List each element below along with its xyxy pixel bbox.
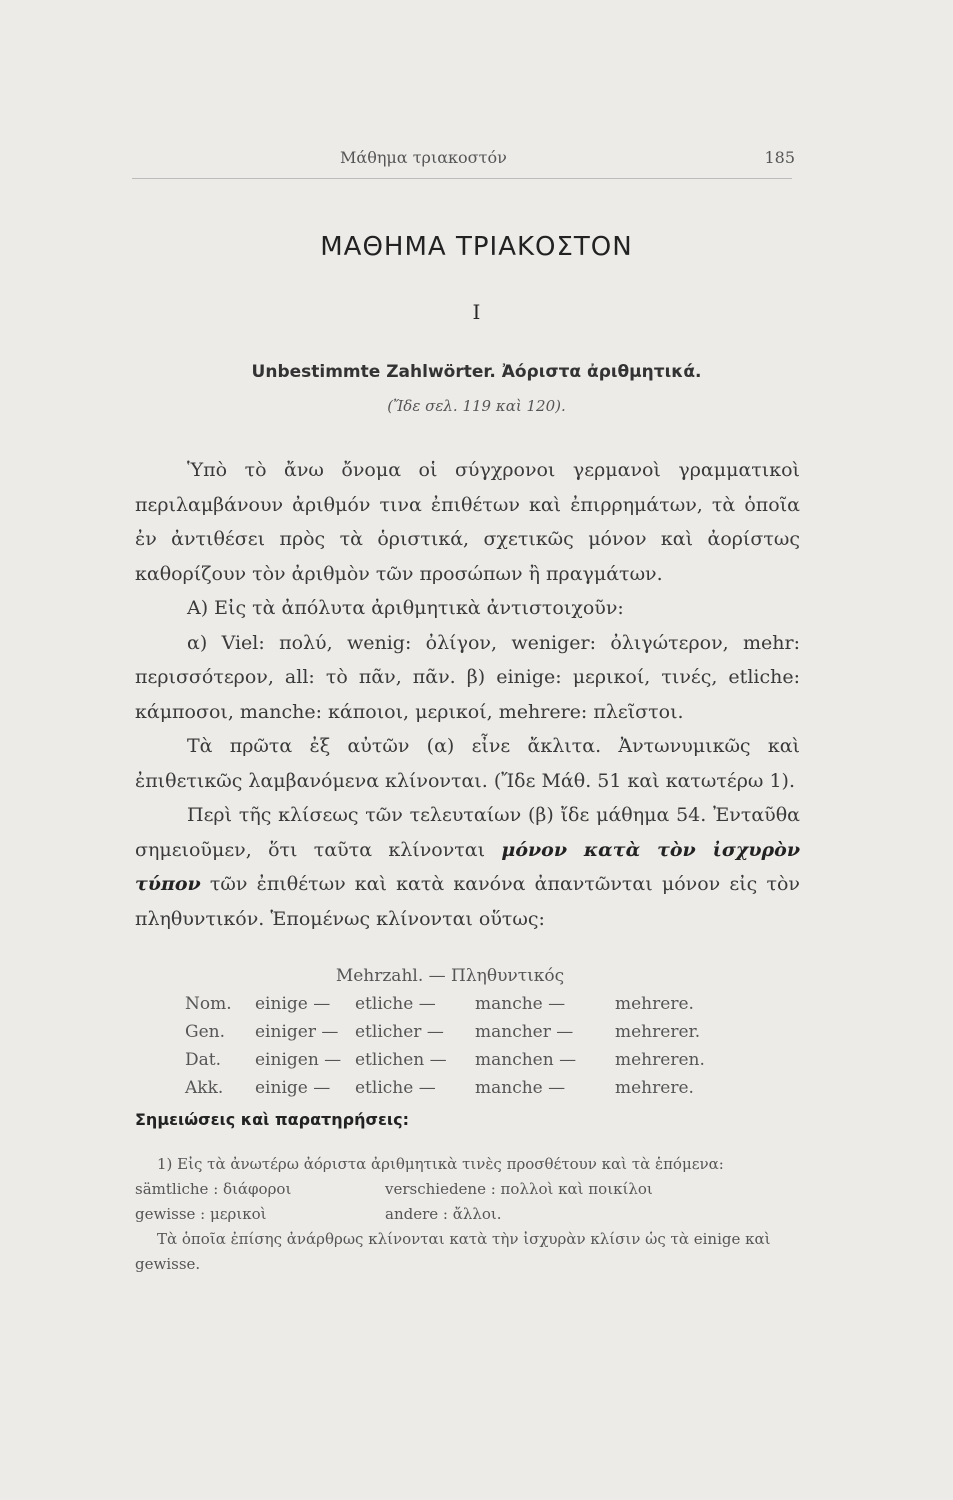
paragraph-absolute: Α) Εἰς τὰ ἀπόλυτα ἀριθμητικὰ ἀντιστοιχοῦν: [187, 597, 624, 619]
case-label: Nom. [185, 994, 232, 1014]
note-1: 1) Εἰς τὰ ἀνωτέρω ἀόριστα ἀριθμητικὰ τινὲς προσθέτουν καὶ τὰ ἑπόμενα: [157, 1155, 724, 1173]
section-number: I [472, 300, 481, 324]
form-mehrere: mehrere. [615, 994, 694, 1014]
word-pair-right: verschiedene : πολλοὶ καὶ ποικίλοι [385, 1180, 653, 1198]
form-manche: mancher — [475, 1022, 574, 1042]
body-text [135, 453, 800, 936]
section-subtitle: Unbestimmte Zahlwörter. Ἀόριστα ἀριθμητικά. [251, 362, 702, 382]
page-number: 185 [764, 148, 795, 167]
form-einige: einigen — [255, 1050, 342, 1070]
form-manche: manchen — [475, 1050, 577, 1070]
table-row [185, 1046, 745, 1074]
case-label: Akk. [185, 1078, 224, 1098]
form-etliche: etliche — [355, 994, 436, 1014]
form-manche: manche — [475, 994, 566, 1014]
form-mehrere: mehreren. [615, 1050, 705, 1070]
notes-heading: Σημειώσεις καὶ παρατηρήσεις: [135, 1110, 409, 1129]
form-etliche: etlicher — [355, 1022, 444, 1042]
page-reference: (Ἴδε σελ. 119 καὶ 120). [387, 397, 566, 415]
paragraph-intro: Ὑπὸ τὸ ἄνω ὄνομα οἱ σύγχρονοι γερμανοὶ γραμματικοὶ περιλαμβάνουν ἀριθμόν τινα ἐπιθέτων καὶ ἐπιρρημάτων, τὰ ὁποῖα ἐν ἀντιθέσει πρὸς τὰ ὁριστικά, σχετικῶς μόνον καὶ ἀορίστως καθορίζουν τὸν ἀριθμὸν τῶν προσώπων ἢ πραγμάτων. [135, 459, 800, 585]
table-row [185, 1018, 745, 1046]
notes-section [135, 1152, 800, 1277]
form-einige: einige — [255, 1078, 331, 1098]
running-head-title: Μάθημα τριακοστόν [340, 148, 507, 167]
strong-form-text-b: τῶν ἐπιθέτων καὶ κατὰ κανόνα ἀπαντῶνται μόνον εἰς τὸν πληθυντικόν. Ἑπομένως κλίνονται οὕτως: [135, 873, 800, 930]
word-pair-left: gewisse : μερικοὶ [135, 1205, 267, 1223]
paragraph-strong-form [135, 798, 800, 936]
form-etliche: etlichen — [355, 1050, 447, 1070]
table-row [185, 990, 745, 1018]
declension-header: Mehrzahl. — Πληθυντικός [335, 966, 565, 986]
form-etliche: etliche — [355, 1078, 436, 1098]
strong-form-emphasis: μόνον κατὰ τὸν ἰσχυρὸν τύπον [135, 838, 801, 895]
word-pair-left: sämtliche : διάφοροι [135, 1180, 292, 1198]
case-label: Dat. [185, 1050, 222, 1070]
form-mehrere: mehrerer. [615, 1022, 701, 1042]
additional-words [135, 1177, 800, 1227]
list-item [135, 1177, 800, 1202]
case-label: Gen. [185, 1022, 225, 1042]
form-einige: einige — [255, 994, 331, 1014]
paragraph-word-list: α) Viel: πολύ, wenig: ὀλίγον, weniger: ὀλιγώτερον, mehr: περισσότερον, all: τὸ πᾶν, πᾶν. β) einige: μερικοί, τινές, etliche: κάμποσοι, manche: κάποιοι, μερικοί, mehrere: πλεῖστοι. [135, 631, 800, 723]
declension-table [185, 962, 745, 1102]
list-item [135, 1202, 800, 1227]
form-einige: einiger — [255, 1022, 339, 1042]
lesson-title: ΜΑΘΗΜΑ ΤΡΙΑΚΟΣΤΟΝ [320, 232, 633, 262]
word-pair-right: andere : ἄλλοι. [385, 1205, 502, 1223]
form-manche: manche — [475, 1078, 566, 1098]
form-mehrere: mehrere. [615, 1078, 694, 1098]
strong-form-text-a: Περὶ τῆς κλίσεως τῶν τελευταίων (β) ἴδε μάθημα 54. Ἐνταῦθα σημειοῦμεν, ὅτι ταῦτα κλίνονται [135, 804, 800, 861]
paragraph-declension-note: Τὰ πρῶτα ἐξ αὐτῶν (α) εἶνε ἄκλιτα. Ἀντωνυμικῶς καὶ ἐπιθετικῶς λαμβανόμενα κλίνονται. (Ἴδε Μάθ. 51 καὶ κατωτέρω 1). [135, 735, 800, 792]
note-2: Τὰ ὁποῖα ἐπίσης ἀνάρθρως κλίνονται κατὰ τὴν ἰσχυρὰν κλίσιν ὡς τὰ einige καὶ gewisse. [135, 1230, 771, 1273]
table-row [185, 1074, 745, 1102]
header-rule [132, 178, 792, 179]
